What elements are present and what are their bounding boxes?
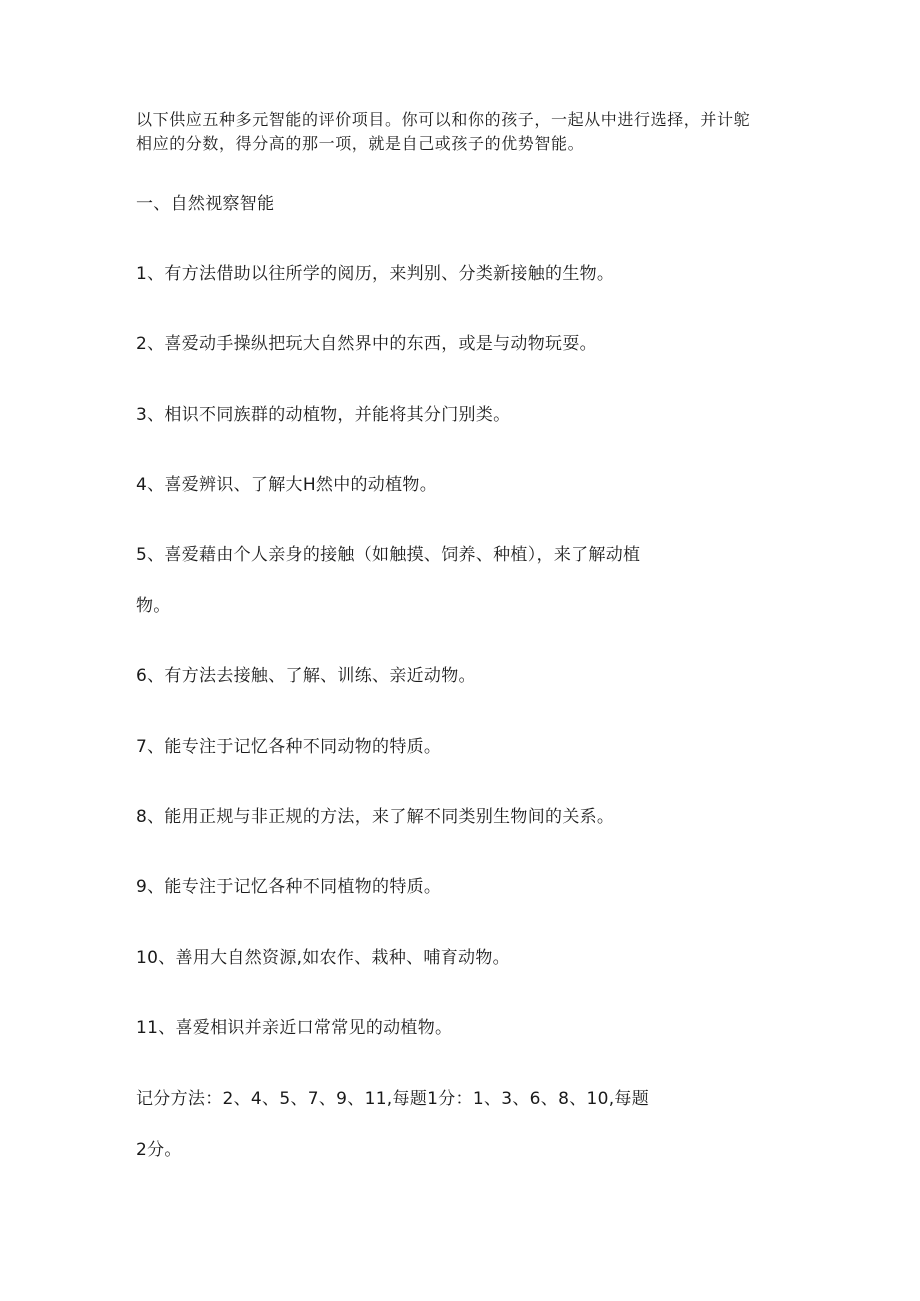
list-item: 8、能用正规与非正规的方法，来了解不同类别生物间的关系。: [136, 807, 615, 827]
list-item: 10、善用大自然资源,如农作、栽种、哺育动物。: [136, 948, 510, 968]
list-item: 3、相识不同族群的动植物，并能将其分门别类。: [136, 405, 511, 425]
scoring-line-1: 记分方法：2、4、5、7、9、11,每题1分：1、3、6、8、10,每题: [136, 1089, 650, 1109]
list-item: 6、有方法去接触、了解、训练、亲近动物。: [136, 666, 476, 686]
list-item: 9、能专注于记忆各种不同植物的特质。: [136, 877, 442, 897]
list-item: 4、喜爱辨识、了解大H然中的动植物。: [136, 475, 437, 495]
list-item: 1、有方法借助以往所学的阅历，来判别、分类新接触的生物。: [136, 264, 615, 284]
list-item-continuation: 物。: [136, 596, 171, 616]
intro-line-2: 相应的分数，得分高的那一项，就是自己或孩子的优势智能。: [136, 134, 585, 153]
list-item: 11、喜爱相识并亲近口常常见的动植物。: [136, 1018, 453, 1038]
intro-line-1: 以下供应五种多元智能的评价项目。你可以和你的孩子，一起从中进行选择，并计鸵: [136, 110, 751, 129]
scoring-line-2: 2分。: [136, 1140, 182, 1160]
list-item: 2、喜爱动手操纵把玩大自然界中的东西，或是与动物玩耍。: [136, 334, 597, 354]
list-item: 5、喜爱藉由个人亲身的接触（如触摸、饲养、种植），来了解动植: [136, 545, 641, 565]
list-item: 7、能专注于记忆各种不同动物的特质。: [136, 737, 442, 757]
section-heading: 一、自然视察智能: [136, 194, 275, 214]
